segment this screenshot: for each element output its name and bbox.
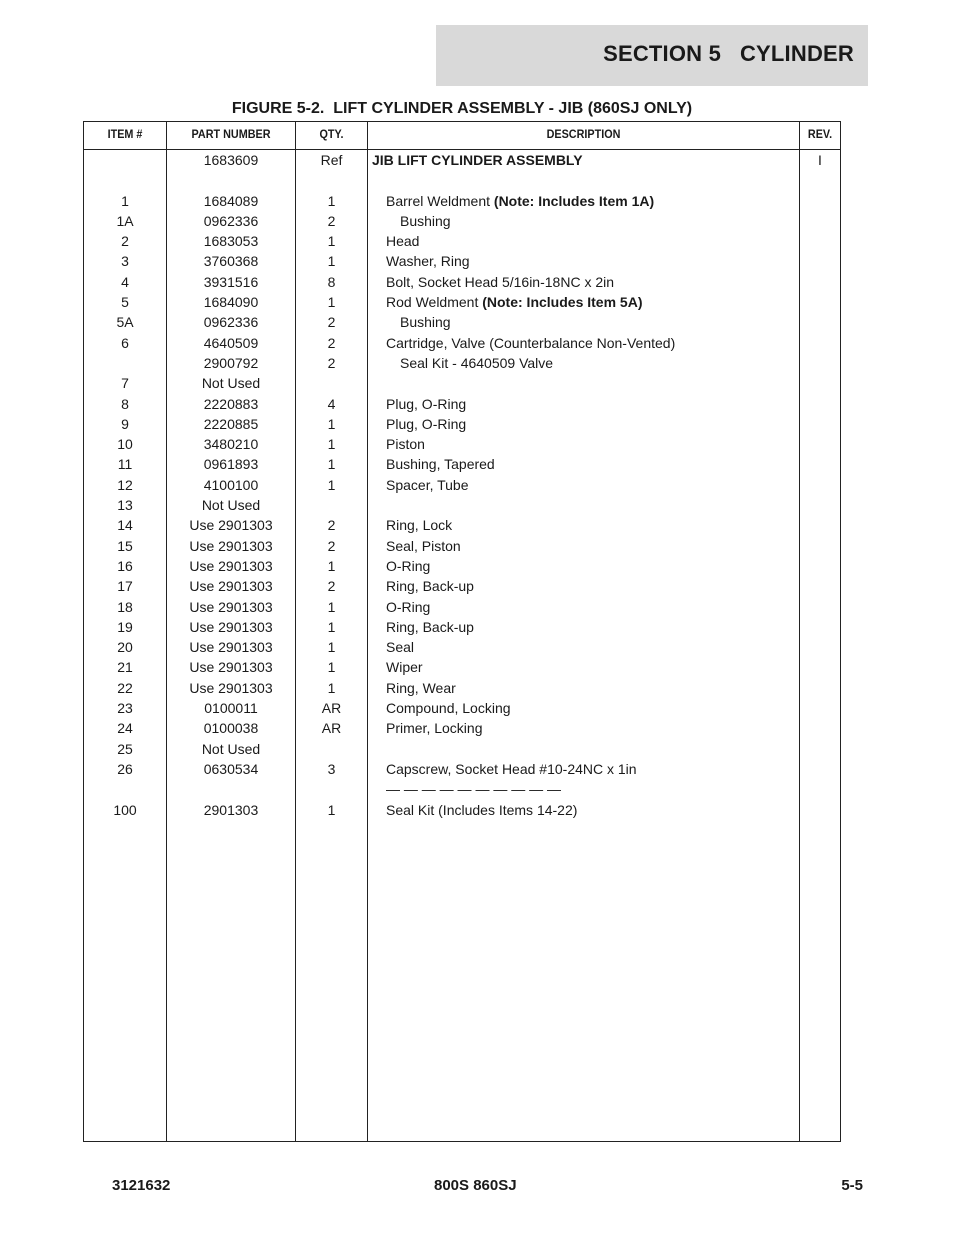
description-cell	[386, 335, 675, 351]
item-number-cell: 5A	[116, 314, 134, 331]
table-row	[84, 393, 840, 413]
item-number-cell: 6	[121, 334, 129, 351]
column-header-item: ITEM #	[107, 127, 143, 141]
part-number-cell: 0630534	[203, 760, 259, 777]
quantity-cell: AR	[321, 700, 342, 717]
description-text: O-Ring	[386, 557, 431, 574]
part-number-cell: Not Used	[201, 497, 261, 514]
table-body	[84, 149, 840, 819]
table-row	[84, 169, 840, 189]
description-text: Bushing	[400, 314, 451, 331]
description-text: O-Ring	[386, 598, 431, 615]
table-row	[84, 352, 840, 372]
description-cell	[386, 436, 425, 452]
table-row	[84, 636, 840, 656]
quantity-cell: 1	[327, 659, 336, 676]
description-cell	[386, 578, 474, 594]
item-number-cell: 22	[117, 679, 133, 696]
part-number-cell: 2901303	[203, 801, 259, 818]
description-text: Spacer, Tube	[386, 476, 469, 493]
table-row	[84, 433, 840, 453]
description-cell	[386, 558, 430, 574]
description-cell	[386, 781, 561, 797]
quantity-cell: 2	[327, 354, 336, 371]
table-row	[84, 656, 840, 676]
description-cell	[386, 456, 495, 472]
quantity-cell: 1	[327, 557, 336, 574]
table-row	[84, 311, 840, 331]
description-cell	[386, 253, 470, 269]
description-text: Compound, Locking	[386, 700, 511, 717]
item-number-cell: 4	[121, 273, 129, 290]
description-text: — — — — — — — — — —	[386, 781, 562, 798]
item-number-cell: 10	[117, 436, 133, 453]
table-row	[84, 778, 840, 798]
quantity-cell: 1	[327, 436, 336, 453]
description-text: JIB LIFT CYLINDER ASSEMBLY	[372, 152, 583, 168]
part-number-cell: 2220883	[203, 395, 259, 412]
part-number-cell: 2220885	[203, 415, 259, 432]
part-number-cell: 0100038	[203, 720, 259, 737]
item-number-cell: 18	[117, 598, 133, 615]
table-row	[84, 575, 840, 595]
description-text: Capscrew, Socket Head #10-24NC x 1in	[386, 760, 637, 777]
item-number-cell: 7	[121, 375, 129, 392]
quantity-cell: 1	[327, 294, 336, 311]
table-row	[84, 677, 840, 697]
description-text: Bolt, Socket Head 5/16in-18NC x 2in	[386, 273, 615, 290]
description-cell	[386, 599, 430, 615]
section-title: SECTION 5 CYLINDER	[603, 41, 854, 66]
item-number-cell: 8	[121, 395, 129, 412]
table-row	[84, 494, 840, 514]
part-number-cell: Not Used	[201, 740, 261, 757]
quantity-cell: 1	[327, 456, 336, 473]
part-number-cell: Use 2901303	[189, 618, 273, 635]
quantity-cell: 2	[327, 517, 336, 534]
description-text: Plug, O-Ring	[386, 395, 467, 412]
quantity-cell: 3	[327, 760, 336, 777]
item-number-cell: 23	[117, 700, 133, 717]
part-number-cell: 1684089	[203, 192, 259, 209]
description-cell	[386, 720, 482, 736]
description-cell	[386, 619, 474, 635]
description-text: Ring, Back-up	[386, 578, 474, 595]
quantity-cell: Ref	[320, 152, 343, 168]
part-number-cell: Not Used	[201, 375, 261, 392]
description-cell	[386, 639, 414, 655]
description-text: Seal	[386, 639, 415, 656]
part-number-cell: Use 2901303	[189, 659, 273, 676]
table-row	[84, 799, 840, 819]
part-number-cell: 1684090	[203, 294, 259, 311]
column-header-description: DESCRIPTION	[546, 127, 621, 141]
part-number-cell: Use 2901303	[189, 557, 273, 574]
table-row	[84, 230, 840, 250]
table-row	[84, 616, 840, 636]
item-number-cell: 25	[117, 740, 133, 757]
description-text: Seal, Piston	[386, 537, 461, 554]
part-number-cell: Use 2901303	[189, 537, 273, 554]
description-text: Head	[386, 233, 420, 250]
description-text: Washer, Ring	[386, 253, 470, 270]
item-number-cell: 19	[117, 618, 133, 635]
description-cell	[386, 802, 577, 818]
item-number-cell: 11	[117, 456, 133, 473]
quantity-cell: 1	[327, 639, 336, 656]
item-number-cell: 20	[117, 639, 133, 656]
part-number-cell: 1683609	[203, 152, 259, 168]
part-number-cell: 0962336	[203, 314, 259, 331]
item-number-cell: 26	[117, 760, 133, 777]
description-cell	[386, 659, 423, 675]
description-text: Ring, Wear	[386, 679, 456, 696]
quantity-cell: 2	[327, 537, 336, 554]
table-row	[84, 210, 840, 230]
description-cell	[400, 213, 451, 229]
table-row	[84, 291, 840, 311]
item-number-cell: 24	[117, 720, 133, 737]
part-number-cell: Use 2901303	[189, 578, 273, 595]
description-cell	[386, 517, 452, 533]
item-number-cell: 3	[121, 253, 129, 270]
description-text: Cartridge, Valve (Counterbalance Non-Vented)	[386, 334, 676, 351]
item-number-cell: 21	[117, 659, 133, 676]
item-number-cell: 15	[117, 537, 133, 554]
quantity-cell: 1	[327, 233, 336, 250]
description-cell	[386, 274, 614, 290]
item-number-cell: 9	[121, 415, 129, 432]
part-number-cell: 0100011	[204, 700, 258, 717]
table-row	[84, 271, 840, 291]
parts-table	[83, 121, 841, 1142]
quantity-cell: 1	[327, 476, 336, 493]
quantity-cell: 2	[327, 212, 336, 229]
description-text: Seal Kit (Includes Items 14-22)	[386, 801, 578, 818]
column-header-rev: REV.	[807, 127, 833, 141]
table-row	[84, 474, 840, 494]
description-cell	[386, 396, 466, 412]
description-cell	[386, 233, 419, 249]
description-cell	[386, 761, 637, 777]
part-number-cell: 3760368	[203, 253, 259, 270]
quantity-cell: 2	[327, 314, 336, 331]
item-number-cell: 1A	[116, 212, 134, 229]
description-text: Rod Weldment	[386, 294, 479, 311]
figure-title: FIGURE 5-2. LIFT CYLINDER ASSEMBLY - JIB (860SJ ONLY)	[231, 100, 693, 117]
item-number-cell: 13	[117, 497, 133, 514]
item-number-cell: 5	[121, 294, 129, 311]
description-cell	[400, 355, 553, 371]
table-row	[84, 514, 840, 534]
part-number-cell: 3480210	[203, 436, 259, 453]
description-cell	[386, 477, 469, 493]
quantity-cell: 1	[327, 415, 336, 432]
description-text: Seal Kit - 4640509 Valve	[400, 354, 554, 371]
description-text: Ring, Back-up	[386, 618, 474, 635]
footer-page-number: 5-5	[841, 1177, 863, 1194]
quantity-cell: 2	[327, 334, 336, 351]
item-number-cell: 14	[117, 517, 133, 534]
part-number-cell: 4640509	[203, 334, 259, 351]
quantity-cell: 1	[327, 679, 336, 696]
item-number-cell: 1	[121, 192, 129, 209]
description-cell	[386, 680, 456, 696]
part-number-cell: 0961893	[203, 456, 259, 473]
table-row	[84, 697, 840, 717]
item-number-cell: 100	[113, 801, 137, 818]
column-header-qty: QTY.	[319, 127, 344, 141]
table-row	[84, 413, 840, 433]
part-number-cell: 2900792	[203, 354, 259, 371]
description-text: Piston	[386, 436, 425, 453]
table-row	[84, 332, 840, 352]
quantity-cell: 1	[327, 618, 336, 635]
part-number-cell: Use 2901303	[189, 517, 273, 534]
table-row	[84, 250, 840, 270]
footer-doc-number: 3121632	[112, 1177, 171, 1194]
table-row	[84, 190, 840, 210]
description-cell	[400, 314, 451, 330]
quantity-cell: 1	[327, 801, 336, 818]
description-cell	[386, 193, 654, 209]
part-number-cell: Use 2901303	[189, 598, 273, 615]
quantity-cell: 8	[327, 273, 336, 290]
part-number-cell: 4100100	[203, 476, 259, 493]
part-number-cell: Use 2901303	[189, 639, 273, 656]
part-number-cell: 0962336	[203, 212, 259, 229]
section-header	[436, 25, 868, 86]
description-text: Bushing	[400, 212, 451, 229]
table-row	[84, 453, 840, 473]
description-text: Plug, O-Ring	[386, 415, 467, 432]
quantity-cell: 2	[327, 578, 336, 595]
table-row	[84, 738, 840, 758]
part-number-cell: 1683053	[203, 233, 259, 250]
item-number-cell: 2	[121, 233, 129, 250]
column-header-part-number: PART NUMBER	[191, 127, 271, 141]
item-number-cell: 16	[117, 557, 133, 574]
quantity-cell: 1	[327, 253, 336, 270]
table-row	[84, 372, 840, 392]
revision-cell: I	[818, 152, 822, 168]
description-cell	[372, 152, 583, 168]
quantity-cell: 1	[327, 192, 336, 209]
part-number-cell: 3931516	[203, 273, 259, 290]
table-row	[84, 149, 840, 169]
table-row	[84, 596, 840, 616]
description-cell	[386, 700, 511, 716]
quantity-cell: 1	[327, 598, 336, 615]
item-number-cell: 17	[117, 578, 133, 595]
quantity-cell: 4	[327, 395, 336, 412]
description-text: Primer, Locking	[386, 720, 483, 737]
table-row	[84, 555, 840, 575]
table-row	[84, 717, 840, 737]
description-text: Barrel Weldment	[386, 192, 491, 209]
description-text: Wiper	[386, 659, 423, 676]
description-cell	[386, 538, 461, 554]
footer-model: 800S 860SJ	[434, 1177, 517, 1194]
quantity-cell: AR	[321, 720, 342, 737]
description-cell	[386, 416, 466, 432]
description-text: Ring, Lock	[386, 517, 453, 534]
description-note: (Note: Includes Item 1A)	[493, 192, 655, 209]
table-row	[84, 758, 840, 778]
description-note: (Note: Includes Item 5A)	[482, 294, 643, 311]
item-number-cell: 12	[117, 476, 133, 493]
description-text: Bushing, Tapered	[386, 456, 495, 473]
table-row	[84, 535, 840, 555]
part-number-cell: Use 2901303	[189, 679, 273, 696]
description-cell	[386, 294, 642, 310]
